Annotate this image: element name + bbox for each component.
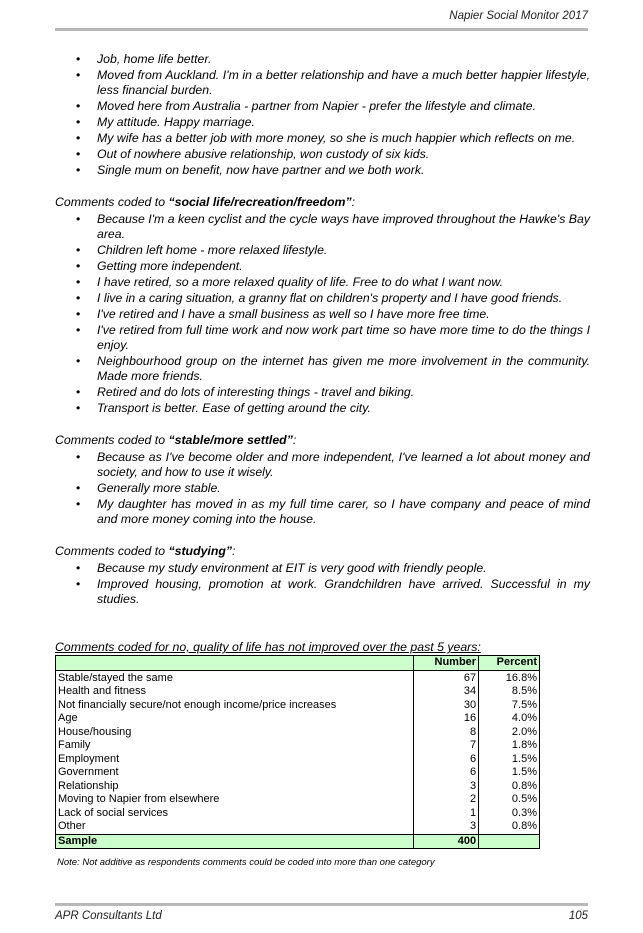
- section-code: “social life/recreation/freedom”: [168, 195, 352, 209]
- table-row: [56, 739, 540, 753]
- cell-number: 6: [414, 753, 479, 767]
- comment-bullet: • Children left home - more relaxed lifestyle.: [55, 243, 590, 258]
- section-heading-prefix: Comments coded to: [55, 433, 169, 447]
- cell-percent: 0.3%: [479, 807, 540, 821]
- table-row: [56, 670, 540, 685]
- comment-bullet: • My attitude. Happy marriage.: [55, 115, 590, 130]
- header-number: Number: [414, 656, 479, 671]
- section-bullet-list: [55, 212, 590, 416]
- comment-bullet: • Neighbourhood group on the internet has given me more involvement in the community. Made more friends.: [55, 354, 590, 384]
- cell-label: Government: [56, 766, 414, 780]
- sample-row: [56, 834, 540, 849]
- cell-percent: 1.5%: [479, 766, 540, 780]
- comment-bullet: • I've retired from full time work and now work part time so have more time to do the things I enjoy.: [55, 323, 590, 353]
- comment-bullet: • My daughter has moved in as my full time carer, so I have company and peace of mind and more money coming into the house.: [55, 497, 590, 527]
- comment-bullet: • Improved housing, promotion at work. Grandchildren have arrived. Successful in my studies.: [55, 577, 590, 607]
- cell-number: 6: [414, 766, 479, 780]
- comment-bullet: • Generally more stable.: [55, 481, 590, 496]
- header-percent: Percent: [479, 656, 540, 671]
- table-row: [56, 807, 540, 821]
- comment-bullet: • Moved here from Australia - partner from Napier - prefer the lifestyle and climate.: [55, 99, 590, 114]
- table-note: Note: Not additive as respondents comments could be coded into more than one category: [57, 857, 435, 868]
- table-row: [56, 712, 540, 726]
- page-header: [55, 10, 588, 31]
- comments-content: [55, 52, 590, 608]
- comment-bullet: • Getting more independent.: [55, 259, 590, 274]
- header-label-cell: [56, 656, 414, 671]
- comment-bullet: • I live in a caring situation, a granny flat on children's property and I have good friends.: [55, 291, 590, 306]
- cell-percent: 1.8%: [479, 739, 540, 753]
- cell-label: Relationship: [56, 780, 414, 794]
- cell-number: 7: [414, 739, 479, 753]
- section-code: “stable/more settled”: [168, 433, 293, 447]
- sample-number: 400: [414, 834, 479, 849]
- section-heading-prefix: Comments coded to: [55, 195, 169, 209]
- section-heading-prefix: Comments coded to: [55, 544, 169, 558]
- cell-percent: 0.5%: [479, 793, 540, 807]
- section-bullet-list: [55, 450, 590, 527]
- cell-percent: 1.5%: [479, 753, 540, 767]
- sample-percent-empty: [479, 834, 540, 849]
- comment-bullet: • Because as I've become older and more independent, I've learned a lot about money and society, and how to use it wisely.: [55, 450, 590, 480]
- comment-bullet: • I have retired, so a more relaxed quality of life. Free to do what I want now.: [55, 275, 590, 290]
- comment-bullet: • Retired and do lots of interesting things - travel and biking.: [55, 385, 590, 400]
- cell-percent: 8.5%: [479, 685, 540, 699]
- cell-label: Employment: [56, 753, 414, 767]
- cell-number: 34: [414, 685, 479, 699]
- table-row: [56, 780, 540, 794]
- page-footer: [55, 903, 588, 922]
- section-code: “studying”: [168, 544, 233, 558]
- section-heading: [55, 433, 590, 448]
- section-heading-suffix: :: [292, 433, 297, 447]
- comment-bullet: • My wife has a better job with more money, so she is much happier which reflects on me.: [55, 131, 590, 146]
- cell-percent: 2.0%: [479, 726, 540, 740]
- cell-label: Stable/stayed the same: [56, 670, 414, 685]
- cell-label: Other: [56, 820, 414, 834]
- cell-number: 2: [414, 793, 479, 807]
- cell-percent: 16.8%: [479, 670, 540, 685]
- section-heading-suffix: :: [351, 195, 356, 209]
- header-rule: [55, 28, 588, 31]
- coded-sections: [55, 195, 590, 607]
- quality-of-life-table: [55, 655, 540, 849]
- cell-label: House/housing: [56, 726, 414, 740]
- comment-bullet: • Because I'm a keen cyclist and the cycle ways have improved throughout the Hawke's Bay area.: [55, 212, 590, 242]
- intro-bullet-list: [55, 52, 590, 178]
- cell-number: 3: [414, 780, 479, 794]
- cell-percent: 7.5%: [479, 699, 540, 713]
- cell-label: Not financially secure/not enough income/price increases: [56, 699, 414, 713]
- cell-number: 8: [414, 726, 479, 740]
- cell-label: Moving to Napier from elsewhere: [56, 793, 414, 807]
- cell-percent: 4.0%: [479, 712, 540, 726]
- table-row: [56, 793, 540, 807]
- table-row: [56, 699, 540, 713]
- table-row: [56, 753, 540, 767]
- report-title: Napier Social Monitor 2017: [449, 10, 588, 22]
- section-bullet-list: [55, 561, 590, 607]
- cell-number: 16: [414, 712, 479, 726]
- table-body: [56, 670, 540, 834]
- table-header-row: [56, 656, 540, 671]
- page-number: 105: [568, 910, 588, 922]
- comment-bullet: • Transport is better. Ease of getting around the city.: [55, 401, 590, 416]
- cell-label: Lack of social services: [56, 807, 414, 821]
- cell-number: 67: [414, 670, 479, 685]
- comment-bullet: • Moved from Auckland. I'm in a better relationship and have a much better happier lifestyle, less financial burden.: [55, 68, 590, 98]
- section-heading: [55, 195, 590, 210]
- table-row: [56, 820, 540, 834]
- comment-bullet: • Single mum on benefit, now have partner and we both work.: [55, 163, 590, 178]
- footer-company: APR Consultants Ltd: [55, 910, 162, 922]
- comment-bullet: • I've retired and I have a small business as well so I have more free time.: [55, 307, 590, 322]
- table-caption: Comments coded for no, quality of life has not improved over the past 5 years:: [55, 640, 481, 654]
- cell-number: 3: [414, 820, 479, 834]
- table-row: [56, 685, 540, 699]
- comment-bullet: • Job, home life better.: [55, 52, 590, 67]
- section-heading: [55, 544, 590, 559]
- cell-label: Health and fitness: [56, 685, 414, 699]
- table-row: [56, 766, 540, 780]
- cell-label: Age: [56, 712, 414, 726]
- comment-bullet: • Because my study environment at EIT is very good with friendly people.: [55, 561, 590, 576]
- cell-number: 1: [414, 807, 479, 821]
- footer-rule: [55, 903, 588, 906]
- table-row: [56, 726, 540, 740]
- comment-bullet: • Out of nowhere abusive relationship, won custody of six kids.: [55, 147, 590, 162]
- sample-label: Sample: [56, 834, 414, 849]
- section-heading-suffix: :: [232, 544, 236, 558]
- cell-percent: 0.8%: [479, 780, 540, 794]
- cell-number: 30: [414, 699, 479, 713]
- cell-percent: 0.8%: [479, 820, 540, 834]
- cell-label: Family: [56, 739, 414, 753]
